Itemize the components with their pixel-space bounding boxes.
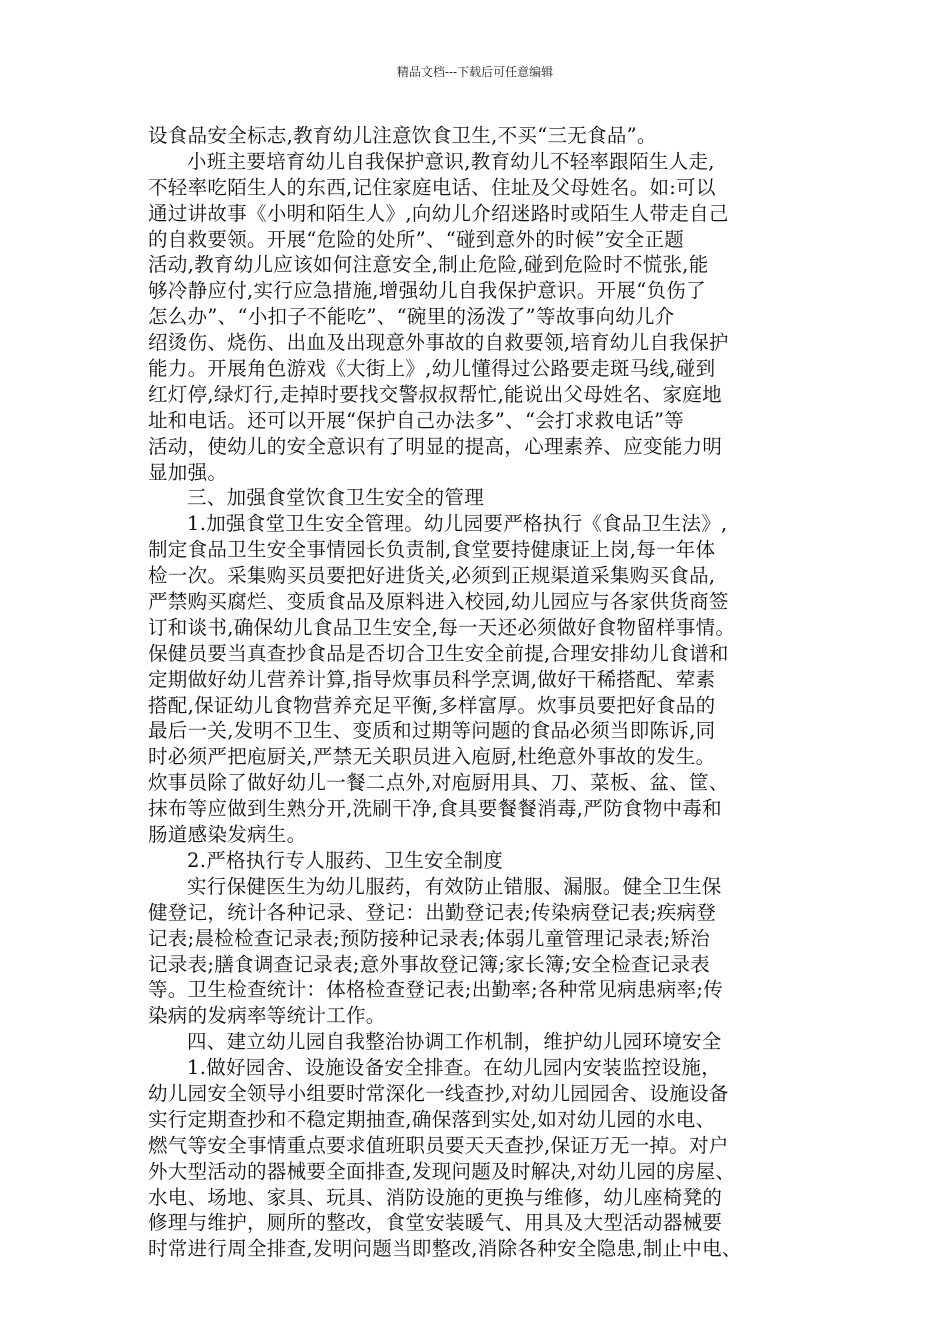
text-line: 绍烫伤、烧伤、出血及出现意外事故的自救要领,培育幼儿自我保护 (148, 331, 729, 355)
text-line: 的自救要领。开展“危险的处所”、“碰到意外的时候”安全正题 (148, 227, 685, 251)
text-line: 肠道感染发病生。 (148, 823, 307, 847)
text-line: 三、加强食堂饮食卫生安全的管理 (187, 486, 485, 510)
text-line: 最后一关,发明不卫生、变质和过期等问题的食品必须当即陈诉,同 (148, 719, 716, 743)
text-line: 红灯停,绿灯行,走掉时要找交警叔叔帮忙,能说出父母姓名、家庭地 (148, 382, 722, 406)
text-line: 修理与维护，厕所的整改，食堂安装暖气、用具及大型活动器械要 (148, 1211, 723, 1235)
text-line: 健登记，统计各种记录、登记：出勤登记表;传染病登记表;疾病登 (148, 900, 717, 924)
text-line: 不轻率吃陌生人的东西,记住家庭电话、住址及父母姓名。如:可以 (148, 175, 716, 199)
text-line: 搭配,保证幼儿食物营养充足平衡,多样富厚。炊事员要把好食品的 (148, 693, 716, 717)
text-line: 等。卫生检查统计：体格检查登记表;出勤率;各种常见病患病率;传 (148, 978, 724, 1002)
text-line: 时常进行周全排查,发明问题当即整改,消除各种安全隐患,制止中电、 (148, 1237, 742, 1261)
text-line: 够冷静应付,实行应急措施,增强幼儿自我保护意识。开展“负伤了 (148, 279, 706, 303)
text-line: 四、建立幼儿园自我整治协调工作机制，维护幼儿园环境安全 (187, 1030, 722, 1054)
text-line: 1.加强食堂卫生安全管理。幼儿园要严格执行《食品卫生法》, (187, 512, 728, 536)
text-line: 1.做好园舍、设施设备安全排查。在幼儿园内安装监控设施， (187, 1056, 722, 1080)
text-line: 能力。开展角色游戏《大街上》,幼儿懂得过公路要走斑马线,碰到 (148, 357, 716, 381)
document-body (148, 123, 808, 1262)
text-line: 染病的发病率等统计工作。 (148, 1004, 386, 1028)
text-line: 检一次。采集购买员要把好进货关,必须到正规渠道采集购买食品, (148, 564, 716, 588)
text-line: 怎么办”、“小扣子不能吃”、“碗里的汤泼了”等故事向幼儿介 (148, 305, 675, 329)
text-line: 实行定期查抄和不稳定期抽查,确保落到实处,如对幼儿园的水电、 (148, 1107, 716, 1131)
text-line: 记录表;膳食调查记录表;意外事故登记簿;家长簿;安全检查记录表 (148, 952, 711, 976)
text-line: 活动,教育幼儿应该如何注意安全,制止危险,碰到危险时不慌张,能 (148, 253, 709, 277)
text-line: 活动，使幼儿的安全意识有了明显的提高，心理素养、应变能力明 (148, 434, 723, 458)
text-line: 外大型活动的器械要全面排查,发现问题及时解决,对幼儿园的房屋、 (148, 1159, 736, 1183)
text-line: 时必须严把庖厨关,严禁无关职员进入庖厨,杜绝意外事故的发生。 (148, 745, 716, 769)
text-line: 严禁购买腐烂、变质食品及原料进入校园,幼儿园应与各家供货商签 (148, 590, 729, 614)
text-line: 实行保健医生为幼儿服药，有效防止错服、漏服。健全卫生保 (187, 874, 722, 898)
text-line: 制定食品卫生安全事情园长负责制,食堂要持健康证上岗,每一年体 (148, 538, 716, 562)
text-line: 小班主要培育幼儿自我保护意识,教育幼儿不轻率跟陌生人走, (187, 149, 715, 173)
text-line: 定期做好幼儿营养计算,指导炊事员科学烹调,做好干稀搭配、荤素 (148, 667, 716, 691)
text-line: 水电、场地、家具、玩具、消防设施的更换与维修，幼儿座椅凳的 (148, 1185, 723, 1209)
page-header: 精品文档---下载后可任意编辑 (396, 65, 554, 79)
text-line: 址和电话。还可以开展“保护自己办法多”、“会打求救电话”等 (148, 408, 685, 432)
text-line: 通过讲故事《小明和陌生人》,向幼儿介绍迷路时或陌生人带走自己 (148, 201, 729, 225)
text-line: 记表;晨检检查记录表;预防接种记录表;体弱儿童管理记录表;矫治 (148, 926, 711, 950)
text-line: 订和谈书,确保幼儿食品卫生安全,每一天还必须做好食物留样事情。 (148, 615, 736, 639)
text-line: 保健员要当真查抄食品是否切合卫生安全前提,合理安排幼儿食谱和 (148, 641, 729, 665)
text-line: 燃气等安全事情重点要求值班职员要天天查抄,保证万无一掉。对户 (148, 1133, 729, 1157)
text-line: 设食品安全标志,教育幼儿注意饮食卫生,不买“三无食品”。 (148, 124, 657, 147)
text-line: 显加强。 (148, 460, 228, 484)
text-line: 炊事员除了做好幼儿一餐二点外,对庖厨用具、刀、菜板、盆、筐、 (148, 771, 729, 795)
text-line: 幼儿园安全领导小组要时常深化一线查抄,对幼儿园园舍、设施设备 (148, 1081, 729, 1105)
text-line: 抹布等应做到生熟分开,洗刷干净,食具要餐餐消毒,严防食物中毒和 (148, 797, 722, 821)
text-line: 2.严格执行专人服药、卫生安全制度 (187, 848, 504, 872)
